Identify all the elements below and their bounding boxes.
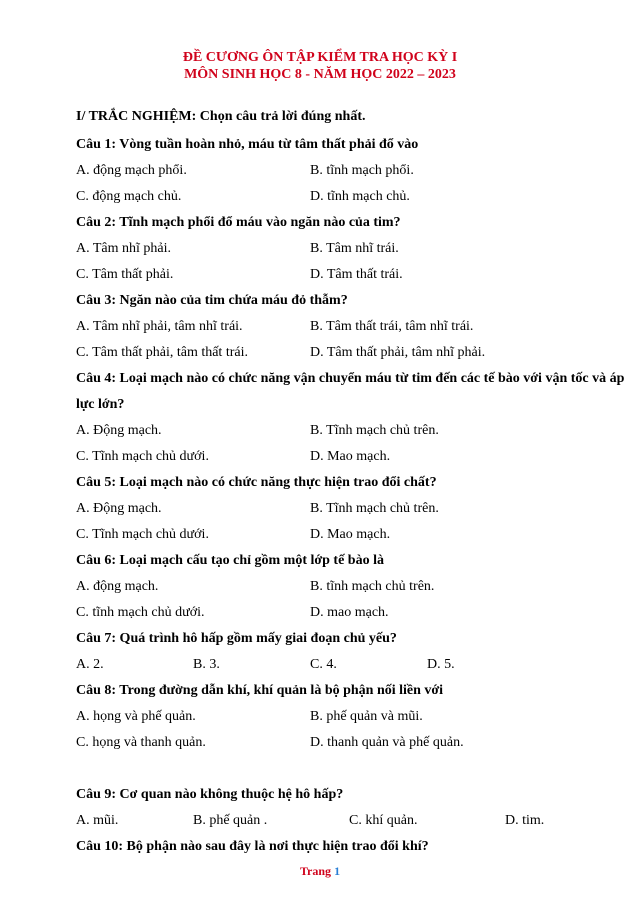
answer-option: D. Tâm thất phải, tâm nhĩ phải. (310, 345, 486, 360)
document-subtitle: MÔN SINH HỌC 8 - NĂM HỌC 2022 – 2023 (184, 67, 456, 82)
question-text: Câu 2: Tĩnh mạch phổi đổ máu vào ngăn nào của tim? (76, 215, 401, 230)
answer-option: A. Động mạch. (76, 501, 162, 516)
answer-option: A. Tâm nhĩ phải, tâm nhĩ trái. (76, 319, 243, 334)
answer-option: D. Mao mạch. (310, 449, 391, 464)
page-footer (0, 864, 640, 879)
answer-option: D. 5. (427, 657, 455, 672)
answer-row (76, 574, 626, 600)
answer-option: A. 2. (76, 657, 104, 672)
question-text: Câu 6: Loại mạch cấu tạo chỉ gồm một lớp tế bào là (76, 553, 384, 568)
answer-option: C. Tâm thất phải, tâm thất trái. (76, 345, 248, 360)
question-text: Câu 10: Bộ phận nào sau đây là nơi thực hiện trao đổi khí? (76, 839, 429, 854)
answer-option: B. Tâm thất trái, tâm nhĩ trái. (310, 319, 474, 334)
answer-row (76, 340, 626, 366)
answer-option: C. họng và thanh quản. (76, 735, 206, 750)
answer-row (76, 444, 626, 470)
answer-option: A. Tâm nhĩ phải. (76, 241, 172, 256)
question-list (76, 106, 626, 860)
answer-row (76, 314, 626, 340)
answer-row (76, 496, 626, 522)
answer-option: D. thanh quản và phế quản. (310, 735, 464, 750)
answer-row (76, 236, 626, 262)
answer-option: A. động mạch. (76, 579, 159, 594)
answer-option: B. tĩnh mạch chủ trên. (310, 579, 435, 594)
answer-row (76, 184, 626, 210)
answer-option: C. 4. (310, 657, 337, 672)
answer-option: B. phế quản . (193, 813, 268, 828)
answer-option: D. Tâm thất trái. (310, 267, 403, 282)
answer-option: A. mũi. (76, 813, 119, 828)
answer-option: D. tĩnh mạch chủ. (310, 189, 410, 204)
answer-option: C. tĩnh mạch chủ dưới. (76, 605, 205, 620)
answer-option: C. động mạch chủ. (76, 189, 182, 204)
section-heading: I/ TRẮC NGHIỆM: Chọn câu trả lời đúng nhất. (76, 109, 366, 124)
answer-option: D. mao mạch. (310, 605, 389, 620)
answer-row (76, 522, 626, 548)
answer-row (76, 262, 626, 288)
answer-row (76, 158, 626, 184)
answer-option: C. Tĩnh mạch chủ dưới. (76, 449, 209, 464)
answer-option: D. Mao mạch. (310, 527, 391, 542)
answer-option: A. họng và phế quản. (76, 709, 196, 724)
answer-option: B. Tâm nhĩ trái. (310, 241, 399, 256)
answer-option: A. động mạch phổi. (76, 163, 187, 178)
answer-option: B. phế quản và mũi. (310, 709, 423, 724)
answer-row (76, 652, 626, 678)
document-title: ĐỀ CƯƠNG ÔN TẬP KIỂM TRA HỌC KỲ I (182, 50, 458, 65)
page-number: 1 (334, 864, 341, 878)
answer-option: B. 3. (193, 657, 220, 672)
question-text: Câu 8: Trong đường dẫn khí, khí quản là bộ phận nối liền với (76, 683, 444, 698)
answer-option: B. Tĩnh mạch chủ trên. (310, 423, 439, 438)
page-label: Trang (299, 864, 332, 878)
answer-row (76, 418, 626, 444)
question-text: Câu 4: Loại mạch nào có chức năng vận chuyển máu từ tim đến các tế bào với vận tốc và áp lực lớn? (76, 371, 625, 412)
answer-option: C. Tâm thất phải. (76, 267, 174, 282)
answer-option: C. Tĩnh mạch chủ dưới. (76, 527, 209, 542)
answer-row (76, 704, 626, 730)
answer-option: D. tim. (505, 813, 545, 828)
answer-option: A. Động mạch. (76, 423, 162, 438)
answer-option: B. tĩnh mạch phổi. (310, 163, 414, 178)
question-text: Câu 5: Loại mạch nào có chức năng thực hiện trao đổi chất? (76, 475, 437, 490)
question-text: Câu 9: Cơ quan nào không thuộc hệ hô hấp? (76, 787, 344, 802)
question-text: Câu 7: Quá trình hô hấp gồm mấy giai đoạn chủ yếu? (76, 631, 397, 646)
question-text: Câu 3: Ngăn nào của tim chứa máu đỏ thẫm? (76, 293, 348, 308)
answer-row (76, 600, 626, 626)
question-text: Câu 1: Vòng tuần hoàn nhỏ, máu từ tâm thất phải đổ vào (76, 137, 419, 152)
answer-row (76, 808, 626, 834)
answer-option: C. khí quản. (349, 813, 418, 828)
answer-row (76, 730, 626, 756)
answer-option: B. Tĩnh mạch chủ trên. (310, 501, 439, 516)
